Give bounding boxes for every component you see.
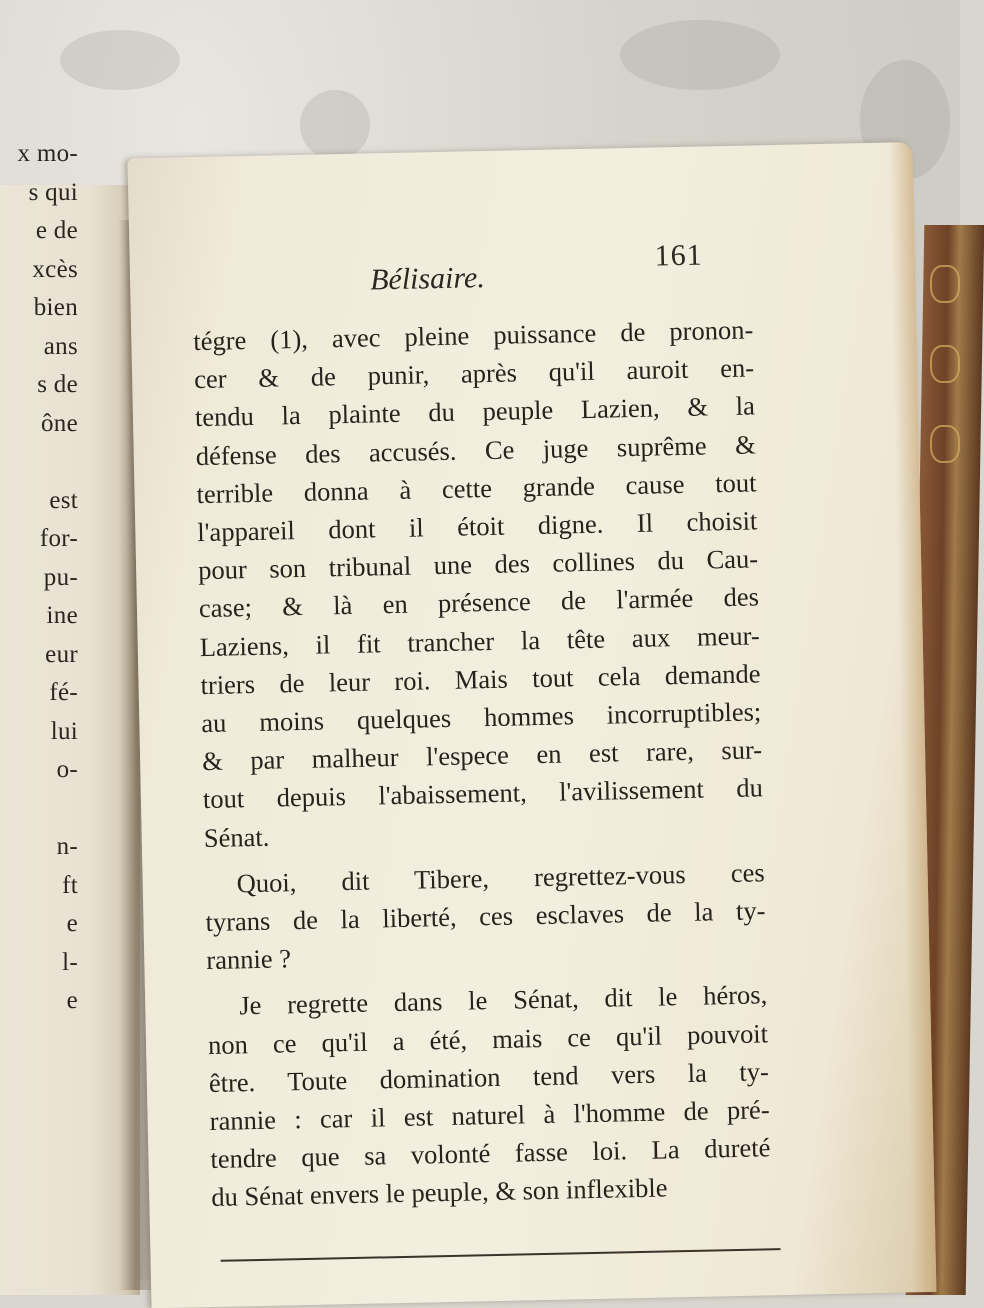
left-page-fragment: eur <box>45 640 78 668</box>
text-line: Laziens, il fit trancher la tête aux meur- <box>199 620 760 662</box>
stone-texture <box>60 30 180 90</box>
text-line: cer & de punir, après qu'il auroit en- <box>193 352 755 395</box>
text-line: triers de leur roi. Mais tout cela demande <box>200 658 761 700</box>
left-page-fragment: lui <box>50 717 78 745</box>
text-line: tyrans de la liberté, ces esclaves de la ty- <box>205 895 766 938</box>
text-line: tégre (1), avec pleine puissance de pronon- <box>193 314 754 357</box>
page-text <box>193 310 772 1216</box>
running-head: Bélisaire. <box>369 261 486 297</box>
text-line: défense des accusés. Ce juge suprême & <box>195 429 756 471</box>
left-page-fragment: fé- <box>49 679 78 706</box>
bottom-rule <box>221 1248 781 1262</box>
left-page-fragment: s qui <box>28 178 78 206</box>
text-line: tendre que sa volonté fasse loi. La dureté <box>210 1132 771 1175</box>
text-line: du Sénat envers le peuple, & son inflexible <box>210 1172 668 1213</box>
text-line: Je regrette dans le Sénat, dit le héros, <box>238 979 768 1021</box>
left-page-fragment: est <box>49 486 78 514</box>
paragraph <box>204 853 766 979</box>
text-line: être. Toute domination tend vers la ty- <box>208 1056 770 1098</box>
left-page-fragment: s de <box>37 371 78 398</box>
left-page-fragment: o- <box>56 756 78 783</box>
text-line: tendu la plainte du peuple Lazien, & la <box>194 390 756 433</box>
paragraph <box>193 310 764 856</box>
text-line: rannie : car il est naturel à l'homme de pré- <box>209 1094 770 1137</box>
stone-texture <box>300 90 370 160</box>
left-page-fragment: e <box>66 910 78 937</box>
cover-ornament <box>930 425 960 463</box>
left-page-fragment: l- <box>62 948 78 976</box>
page-number: 161 <box>654 238 704 273</box>
text-line: tout depuis l'abaissement, l'avilissement du <box>202 772 764 815</box>
left-page-fragment: ône <box>41 409 78 437</box>
stone-texture <box>620 20 780 90</box>
right-page <box>128 142 937 1308</box>
text-line: case; & là en présence de l'armée des <box>198 581 760 624</box>
text-line: l'appareil dont il étoit digne. Il choisit <box>197 505 758 548</box>
left-page-fragment: bien <box>33 294 78 321</box>
left-page-fragment: pu- <box>43 563 78 591</box>
left-page-fragment: for- <box>39 525 78 552</box>
left-page-fragment: ans <box>43 332 78 360</box>
left-page-fragment: x mo- <box>17 140 78 167</box>
text-line: non ce qu'il a été, mais ce qu'il pouvoit <box>207 1017 769 1060</box>
left-page-fragment: e <box>66 987 78 1014</box>
cover-ornament <box>930 265 960 303</box>
cover-ornament <box>930 345 960 383</box>
text-line: Sénat. <box>203 821 270 853</box>
text-line: Quoi, dit Tibere, regrettez-vous ces <box>236 857 765 899</box>
text-line: pour son tribunal une des collines du Cau- <box>197 543 759 586</box>
left-page-fragment: ft <box>62 871 78 899</box>
text-line: terrible donna à cette grande cause tout <box>196 467 757 509</box>
left-page-fragment: e de <box>35 217 78 244</box>
text-line: rannie ? <box>206 943 292 976</box>
left-page-fragment: xcès <box>32 255 78 283</box>
text-line: au moins quelques hommes incorruptibles; <box>201 696 762 739</box>
text-line: & par malheur l'espece en est rare, sur- <box>201 734 763 777</box>
left-page-fragment: ine <box>46 602 78 629</box>
paragraph <box>207 976 772 1217</box>
left-page-fragment: n- <box>56 833 78 860</box>
